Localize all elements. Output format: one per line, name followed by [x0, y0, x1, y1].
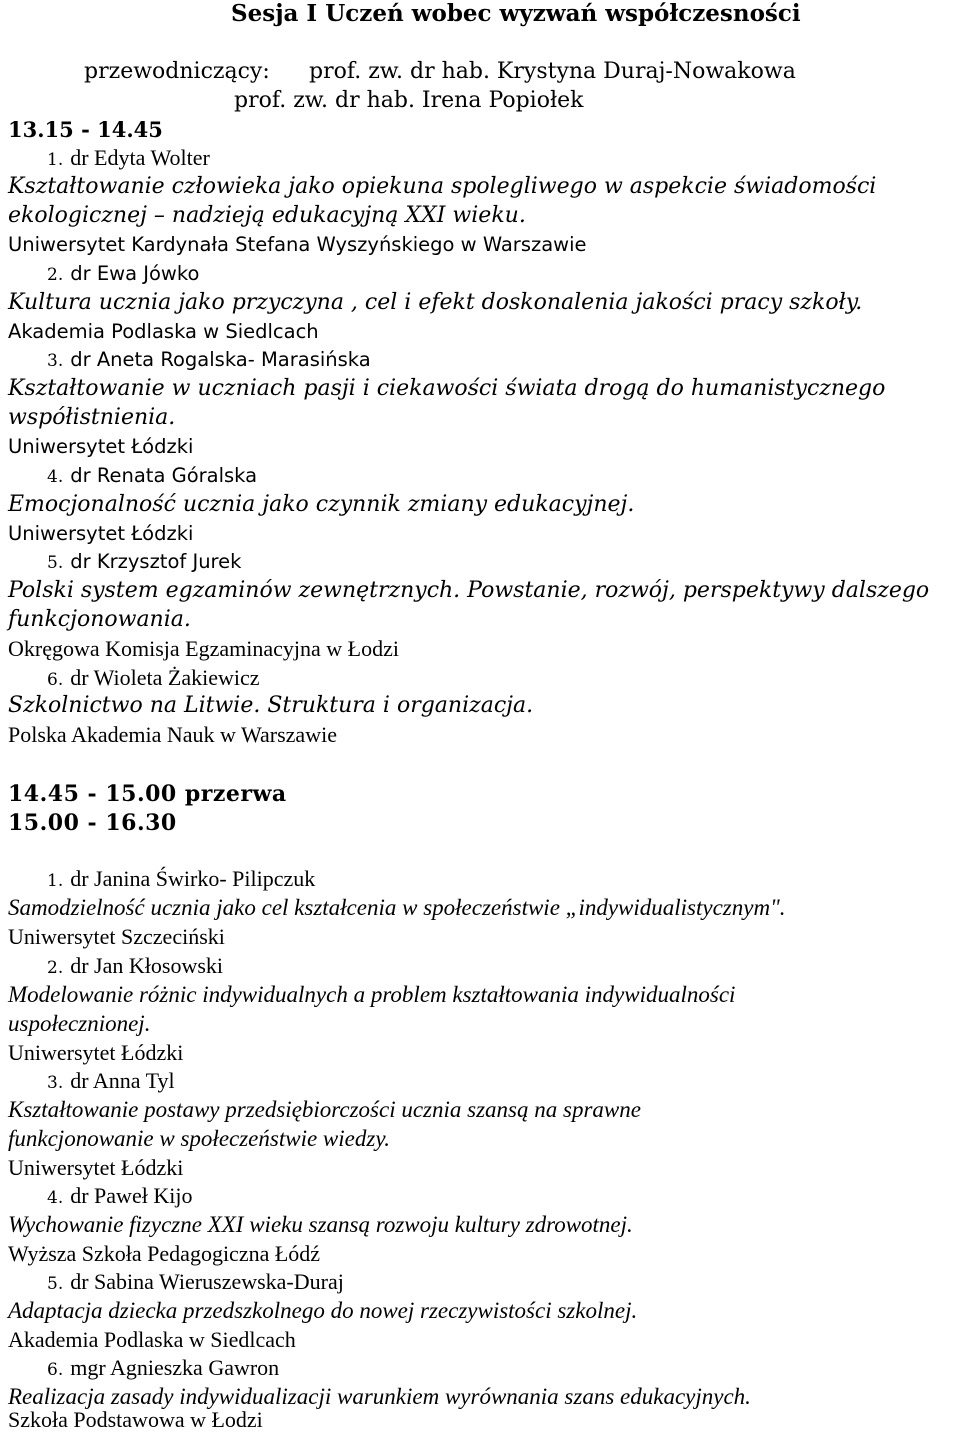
- block2-item-6-affiliation: Szkoła Podstawowa w Łodzi: [8, 1407, 263, 1432]
- block1-item-5-header: [47, 548, 241, 577]
- block1-time: 13.15 - 14.45: [8, 117, 163, 142]
- block2-item-3-header: [47, 1067, 175, 1097]
- block1-item-6-header: [47, 664, 260, 694]
- item-author: dr Jan Kłosowski: [70, 953, 224, 978]
- block2-item-2-affiliation: Uniwersytet Łódzki: [8, 1040, 184, 1065]
- block2-item-4-affiliation: Wyższa Szkoła Pedagogiczna Łódź: [8, 1241, 321, 1266]
- item-author: dr Edyta Wolter: [70, 145, 210, 170]
- block2-item-3-title-1: Kształtowanie postawy przedsiębiorczości ucznia szansą na sprawne: [8, 1097, 641, 1122]
- item-author: mgr Agnieszka Gawron: [70, 1355, 280, 1380]
- block1-item-3-affiliation: Uniwersytet Łódzki: [8, 435, 194, 458]
- block1-item-2-header: [47, 260, 199, 289]
- item-author: dr Paweł Kijo: [70, 1183, 193, 1208]
- block2-item-5-header: [47, 1268, 344, 1298]
- block2-item-1-title-1: Samodzielność ucznia jako cel kształcenia w społeczeństwie „indywidualistycznym".: [8, 895, 786, 920]
- item-author: dr Anna Tyl: [70, 1068, 175, 1093]
- item-number: 5.: [47, 553, 64, 573]
- block1-item-3-header: [47, 346, 371, 375]
- item-number: 1.: [47, 150, 64, 170]
- block1-item-5-affiliation: Okręgowa Komisja Egzaminacyjna w Łodzi: [8, 636, 399, 661]
- block2-item-2-title-2: uspołecznionej.: [8, 1011, 151, 1036]
- chair-label: przewodniczący:: [84, 59, 270, 84]
- item-author: dr Renata Góralska: [70, 464, 258, 487]
- block1-item-4-affiliation: Uniwersytet Łódzki: [8, 522, 194, 545]
- block1-item-3-title-2: współistnienia.: [8, 405, 176, 430]
- item-author: dr Janina Świrko- Pilipczuk: [70, 866, 316, 891]
- item-number: 4.: [47, 467, 64, 487]
- item-number: 3.: [47, 1073, 64, 1093]
- block2-item-6-title-1: Realizacja zasady indywidualizacji warunkiem wyrównania szans edukacyjnych.: [8, 1384, 751, 1409]
- item-number: 1.: [47, 871, 64, 891]
- item-author: dr Sabina Wieruszewska-Duraj: [70, 1269, 344, 1294]
- block1-item-6-title-1: Szkolnictwo na Litwie. Struktura i organizacja.: [8, 693, 534, 718]
- break-line: 14.45 - 15.00 przerwa: [8, 781, 287, 807]
- block2-item-5-affiliation: Akademia Podlaska w Siedlcach: [8, 1327, 296, 1352]
- item-number: 6.: [47, 670, 64, 690]
- block1-item-1-header: [47, 144, 210, 174]
- item-author: dr Ewa Jówko: [70, 262, 200, 285]
- item-number: 2.: [47, 958, 64, 978]
- session-title: Sesja I Uczeń wobec wyzwań współczesności: [231, 0, 801, 27]
- block1-item-1-title-1: Kształtowanie człowieka jako opiekuna spolegliwego w aspekcie świadomości: [8, 174, 877, 199]
- block1-item-4-header: [47, 462, 257, 491]
- block1-item-2-affiliation: Akademia Podlaska w Siedlcach: [8, 320, 319, 343]
- item-author: dr Aneta Rogalska- Marasińska: [70, 348, 371, 371]
- block2-item-1-affiliation: Uniwersytet Szczeciński: [8, 924, 225, 949]
- item-number: 6.: [47, 1360, 64, 1380]
- item-author: dr Krzysztof Jurek: [70, 550, 242, 573]
- chair-name-2: prof. zw. dr hab. Irena Popiołek: [234, 88, 584, 113]
- block2-item-5-title-1: Adaptacja dziecka przedszkolnego do nowej rzeczywistości szkolnej.: [8, 1298, 638, 1323]
- block2-item-3-title-2: funkcjonowanie w społeczeństwie wiedzy.: [8, 1126, 391, 1151]
- item-number: 3.: [47, 351, 64, 371]
- item-number: 2.: [47, 265, 64, 285]
- block2-item-3-affiliation: Uniwersytet Łódzki: [8, 1155, 184, 1180]
- block1-item-1-title-2: ekologicznej – nadzieją edukacyjną XXI wieku.: [8, 203, 526, 228]
- block1-item-6-affiliation: Polska Akademia Nauk w Warszawie: [8, 722, 337, 747]
- block1-item-5-title-2: funkcjonowania.: [8, 607, 191, 632]
- chair-name-1: prof. zw. dr hab. Krystyna Duraj-Nowakowa: [309, 59, 796, 84]
- item-number: 5.: [47, 1274, 64, 1294]
- block1-item-3-title-1: Kształtowanie w uczniach pasji i ciekawości świata drogą do humanistycznego: [8, 376, 886, 401]
- block1-item-4-title-1: Emocjonalność ucznia jako czynnik zmiany edukacyjnej.: [8, 492, 635, 517]
- block1-item-2-title-1: Kultura ucznia jako przyczyna , cel i efekt doskonalenia jakości pracy szkoły.: [8, 290, 863, 315]
- block2-item-2-title-1: Modelowanie różnic indywidualnych a problem kształtowania indywidualności: [8, 982, 736, 1007]
- block2-item-2-header: [47, 952, 223, 982]
- item-number: 4.: [47, 1188, 64, 1208]
- block2-item-4-header: [47, 1182, 192, 1212]
- block2-item-1-header: [47, 865, 315, 895]
- block2-item-4-title-1: Wychowanie fizyczne XXI wieku szansą rozwoju kultury zdrowotnej.: [8, 1212, 633, 1237]
- block2-item-6-header: [47, 1354, 279, 1384]
- block1-item-1-affiliation: Uniwersytet Kardynała Stefana Wyszyńskiego w Warszawie: [8, 233, 587, 256]
- item-author: dr Wioleta Żakiewicz: [70, 665, 260, 690]
- block1-item-5-title-1: Polski system egzaminów zewnętrznych. Powstanie, rozwój, perspektywy dalszego: [8, 578, 930, 603]
- block2-time: 15.00 - 16.30: [8, 810, 177, 836]
